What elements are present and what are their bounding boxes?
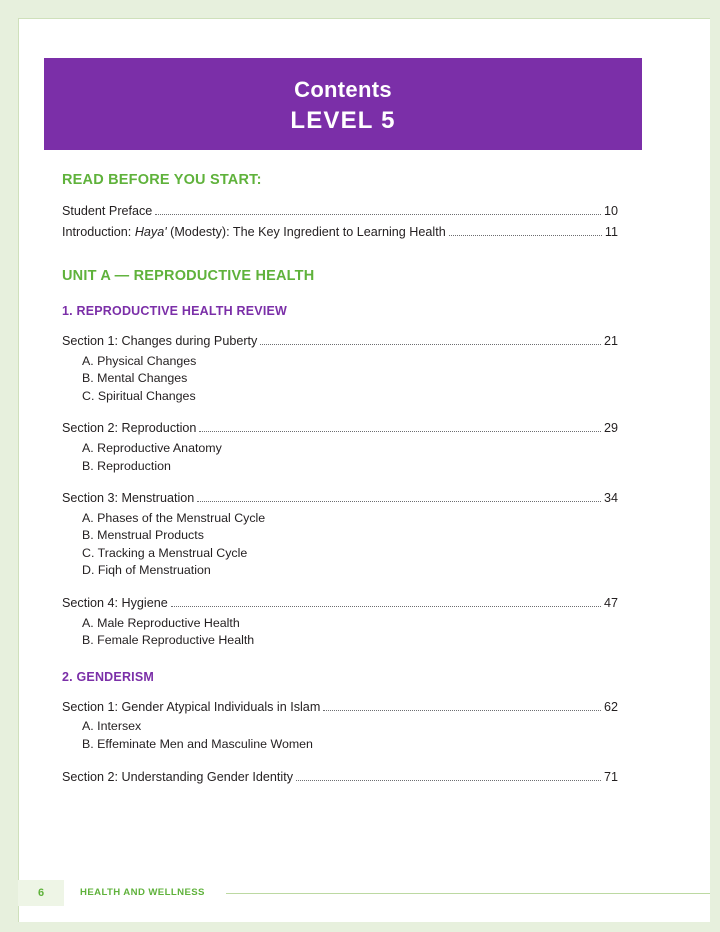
toc-entry-wrapper — [62, 698, 618, 718]
toc-entry-label: Section 4: Hygiene — [62, 596, 168, 611]
unit-heading-a: UNIT A — REPRODUCTIVE HEALTH — [62, 268, 315, 285]
toc-subitems — [82, 718, 644, 753]
toc-subitem[interactable]: C. Spiritual Changes — [82, 388, 196, 403]
toc-entry-label: Section 2: Understanding Gender Identity — [62, 769, 294, 784]
list-item[interactable] — [44, 419, 644, 475]
toc-entry-page: 62 — [603, 699, 618, 714]
contents-title-block — [44, 58, 642, 150]
toc-entry-page: 71 — [603, 769, 618, 784]
leader-dots — [260, 343, 601, 345]
list-item[interactable] — [44, 594, 644, 650]
toc-entry-page: 47 — [603, 596, 618, 611]
toc-entry-page: 10 — [603, 204, 618, 218]
chapter-heading-genderism: 2. GENDERISM — [62, 669, 154, 684]
list-item[interactable] — [44, 489, 644, 580]
toc-subitem[interactable]: C. Tracking a Menstrual Cycle — [82, 545, 248, 560]
list-item[interactable] — [62, 223, 618, 243]
list-item[interactable] — [44, 768, 644, 788]
toc-entry-section-1-changes-during-puberty[interactable] — [62, 332, 618, 352]
list-item[interactable] — [62, 202, 618, 222]
toc-list-chapter-2 — [44, 698, 644, 787]
toc-entry-wrapper — [62, 419, 618, 439]
leader-dots — [155, 213, 601, 215]
toc-subitem[interactable]: A. Reproductive Anatomy — [82, 440, 222, 455]
toc-subitem[interactable]: A. Intersex — [82, 719, 142, 734]
toc-subitems — [82, 440, 644, 475]
toc-entry-introduction-haya[interactable] — [62, 223, 618, 243]
leader-dots — [199, 430, 601, 432]
toc-subitem[interactable]: B. Female Reproductive Health — [82, 633, 255, 648]
leader-dots — [296, 779, 601, 781]
leader-dots — [171, 605, 601, 607]
page-content — [44, 58, 644, 788]
toc-entry-label-pre: Introduction: — [62, 224, 135, 239]
toc-entry-page: 34 — [603, 491, 618, 506]
toc-entry-student-preface[interactable] — [62, 202, 618, 222]
toc-entry-wrapper — [62, 768, 618, 788]
toc-entry-section-3-menstruation[interactable] — [62, 489, 618, 509]
leader-dots — [197, 500, 601, 502]
toc-entry-section-1-gender-atypical-individuals[interactable] — [62, 698, 618, 718]
toc-subitems — [82, 510, 644, 580]
toc-subitem[interactable]: A. Phases of the Menstrual Cycle — [82, 510, 266, 525]
toc-entry-label-italic: Haya' — [134, 224, 167, 239]
toc-subitem[interactable]: A. Physical Changes — [82, 353, 197, 368]
decorative-right-band — [710, 0, 720, 932]
footer-page-number: 6 — [37, 887, 45, 899]
toc-subitem[interactable]: B. Effeminate Men and Masculine Women — [82, 736, 313, 751]
toc-entry-section-4-hygiene[interactable] — [62, 594, 618, 614]
decorative-left-band — [0, 0, 18, 932]
toc-entry-wrapper — [62, 489, 618, 509]
list-item[interactable] — [44, 332, 644, 405]
page-footer — [18, 880, 710, 906]
toc-entry-page: 11 — [604, 224, 618, 239]
footer-page-tab — [18, 880, 64, 906]
toc-list-chapter-1 — [44, 332, 644, 650]
leader-dots — [323, 709, 601, 711]
toc-entry-label-post: (Modesty): The Key Ingredient to Learning Health — [166, 224, 446, 239]
toc-entry-label: Section 1: Changes during Puberty — [62, 334, 258, 349]
section-heading-read-before-you-start: READ BEFORE YOU START: — [62, 172, 262, 188]
toc-entry-label: Student Preface — [62, 204, 153, 218]
decorative-top-band — [0, 0, 720, 18]
toc-entry-label: Section 2: Reproduction — [62, 421, 197, 436]
toc-entry-label: Section 3: Menstruation — [62, 491, 195, 506]
toc-subitems — [82, 615, 644, 650]
toc-entry-section-2-understanding-gender-identity[interactable] — [62, 768, 618, 788]
toc-subitem[interactable]: B. Mental Changes — [82, 371, 188, 386]
toc-entry-label — [62, 223, 446, 243]
toc-entry-wrapper — [62, 594, 618, 614]
decorative-bottom-band — [0, 922, 720, 932]
toc-list-read-before — [44, 202, 644, 242]
decorative-left-rule — [18, 18, 19, 922]
leader-dots — [449, 234, 602, 236]
chapter-heading-reproductive-health-review: 1. REPRODUCTIVE HEALTH REVIEW — [62, 304, 288, 319]
list-item[interactable] — [44, 698, 644, 754]
toc-entry-page: 21 — [603, 334, 618, 349]
page-subtitle-level: LEVEL 5 — [290, 106, 396, 134]
footer-divider — [226, 893, 710, 894]
toc-entry-page: 29 — [603, 421, 618, 436]
toc-entry-section-2-reproduction[interactable] — [62, 419, 618, 439]
toc-entry-label: Section 1: Gender Atypical Individuals in Islam — [62, 699, 321, 714]
toc-subitem[interactable]: B. Reproduction — [82, 458, 171, 473]
footer-book-title: HEALTH AND WELLNESS — [80, 887, 205, 898]
toc-subitems — [82, 353, 644, 406]
decorative-top-rule — [18, 18, 710, 19]
page-title: Contents — [294, 77, 392, 103]
toc-subitem[interactable]: D. Fiqh of Menstruation — [82, 563, 211, 578]
toc-subitem[interactable]: A. Male Reproductive Health — [82, 615, 240, 630]
toc-subitem[interactable]: B. Menstrual Products — [82, 528, 204, 543]
toc-entry-wrapper — [62, 332, 618, 352]
